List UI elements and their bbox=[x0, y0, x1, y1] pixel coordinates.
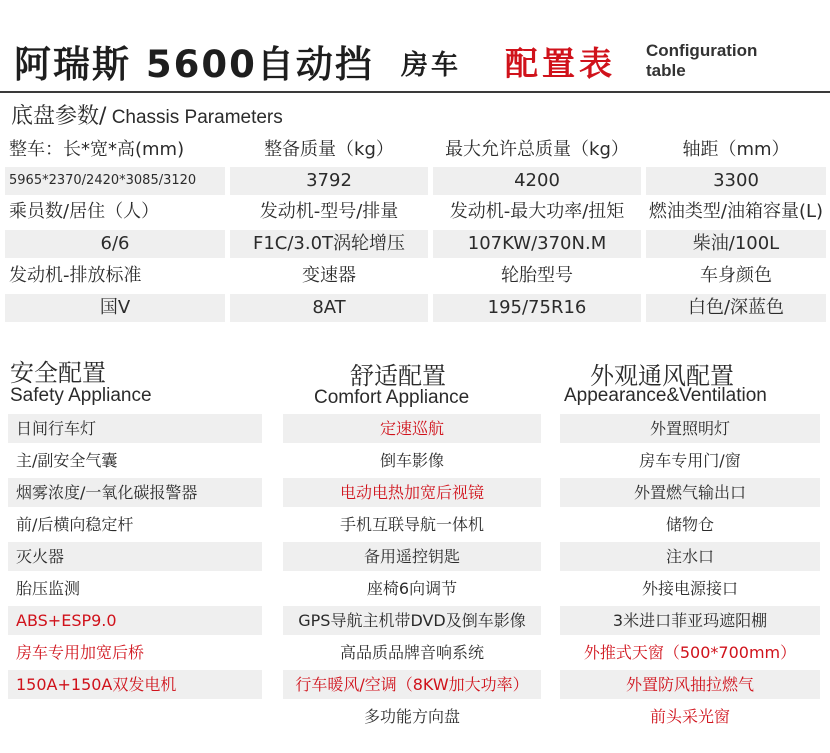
chassis-value: 107KW/370N.M bbox=[433, 230, 641, 258]
safety-item: 日间行车灯 bbox=[8, 414, 262, 443]
exterior-item: 外置照明灯 bbox=[560, 414, 820, 443]
chassis-title-en: Chassis Parameters bbox=[106, 107, 283, 128]
exterior-item: 外推式天窗（500*700mm） bbox=[583, 643, 797, 662]
safety-item: 灭火器 bbox=[8, 542, 262, 571]
chassis-value: 3300 bbox=[646, 167, 826, 195]
safety-item: 房车专用加宽后桥 bbox=[16, 643, 145, 662]
exterior-item: 储物仓 bbox=[665, 515, 714, 534]
chassis-value: 白色/深蓝色 bbox=[646, 294, 826, 322]
exterior-item: 外置燃气输出口 bbox=[560, 478, 820, 507]
chassis-value: 柴油/100L bbox=[646, 230, 826, 258]
page-title-english-line1: Configuration bbox=[646, 41, 758, 60]
comfort-item: 备用遥控钥匙 bbox=[283, 542, 541, 571]
comfort-item: 高品质品牌音响系统 bbox=[339, 643, 484, 662]
chassis-label: 变速器 bbox=[230, 262, 428, 290]
comfort-item: 定速巡航 bbox=[283, 414, 541, 443]
comfort-item: GPS导航主机带DVD及倒车影像 bbox=[283, 606, 541, 635]
exterior-item: 3米进口菲亚玛遮阳棚 bbox=[560, 606, 820, 635]
comfort-item: 电动电热加宽后视镜 bbox=[283, 478, 541, 507]
chassis-value: 195/75R16 bbox=[433, 294, 641, 322]
comfort-item: 多功能方向盘 bbox=[363, 707, 460, 726]
chassis-label: 整车：长*宽*高(mm) bbox=[5, 136, 225, 164]
exterior-item: 前头采光窗 bbox=[649, 707, 730, 726]
chassis-value: 3792 bbox=[230, 167, 428, 195]
safety-item: 烟雾浓度/一氧化碳报警器 bbox=[8, 478, 262, 507]
comfort-item: 手机互联导航一体机 bbox=[339, 515, 484, 534]
comfort-item: 倒车影像 bbox=[379, 451, 444, 470]
comfort-item: 座椅6向调节 bbox=[366, 579, 458, 598]
chassis-label: 发动机-排放标准 bbox=[5, 262, 225, 290]
safety-item: 前/后横向稳定杆 bbox=[16, 515, 134, 534]
page-title: 阿瑞斯 5600自动挡 bbox=[14, 43, 374, 86]
safety-item: ABS+ESP9.0 bbox=[8, 606, 262, 635]
chassis-title-cn: 底盘参数/ bbox=[11, 104, 107, 129]
safety-item: 胎压监测 bbox=[16, 579, 81, 598]
chassis-label: 乘员数/居住（人） bbox=[5, 198, 225, 226]
page-title-highlight: 配置表 bbox=[505, 44, 616, 83]
chassis-value: 4200 bbox=[433, 167, 641, 195]
chassis-value: 5965*2370/2420*3085/3120 bbox=[5, 167, 225, 195]
safety-title-en: Safety Appliance bbox=[10, 385, 152, 406]
chassis-label: 最大允许总质量（kg） bbox=[433, 136, 641, 164]
comfort-item: 行车暖风/空调（8KW加大功率） bbox=[283, 670, 541, 699]
exterior-title-en: Appearance&Ventilation bbox=[564, 385, 767, 406]
safety-item: 150A+150A双发电机 bbox=[8, 670, 262, 699]
exterior-item: 注水口 bbox=[560, 542, 820, 571]
exterior-title-cn: 外观通风配置 bbox=[590, 362, 734, 390]
chassis-label: 轮胎型号 bbox=[433, 262, 641, 290]
page-title-english bbox=[646, 41, 757, 81]
chassis-label: 整备质量（kg） bbox=[230, 136, 428, 164]
chassis-label: 发动机-最大功率/扭矩 bbox=[433, 198, 641, 226]
page-title-english-line2: table bbox=[646, 61, 686, 80]
chassis-label: 轴距（mm） bbox=[646, 136, 826, 164]
header bbox=[0, 0, 830, 92]
chassis-value: 6/6 bbox=[5, 230, 225, 258]
exterior-item: 外置防风抽拉燃气 bbox=[560, 670, 820, 699]
header-divider bbox=[0, 91, 830, 93]
exterior-item: 外接电源接口 bbox=[641, 579, 738, 598]
page-title-suffix: 房车 bbox=[401, 50, 461, 81]
chassis-label: 燃油类型/油箱容量(L) bbox=[646, 198, 826, 226]
chassis-value: 8AT bbox=[230, 294, 428, 322]
chassis-value: F1C/3.0T涡轮增压 bbox=[230, 230, 428, 258]
chassis-section-title bbox=[11, 99, 283, 130]
comfort-title-en: Comfort Appliance bbox=[314, 387, 470, 408]
comfort-title-cn: 舒适配置 bbox=[350, 362, 446, 390]
safety-title-cn: 安全配置 bbox=[10, 359, 106, 387]
safety-item: 主/副安全气囊 bbox=[16, 451, 118, 470]
chassis-value: 国V bbox=[5, 294, 225, 322]
chassis-label: 车身颜色 bbox=[646, 262, 826, 290]
chassis-label: 发动机-型号/排量 bbox=[230, 198, 428, 226]
exterior-item: 房车专用门/窗 bbox=[639, 451, 741, 470]
